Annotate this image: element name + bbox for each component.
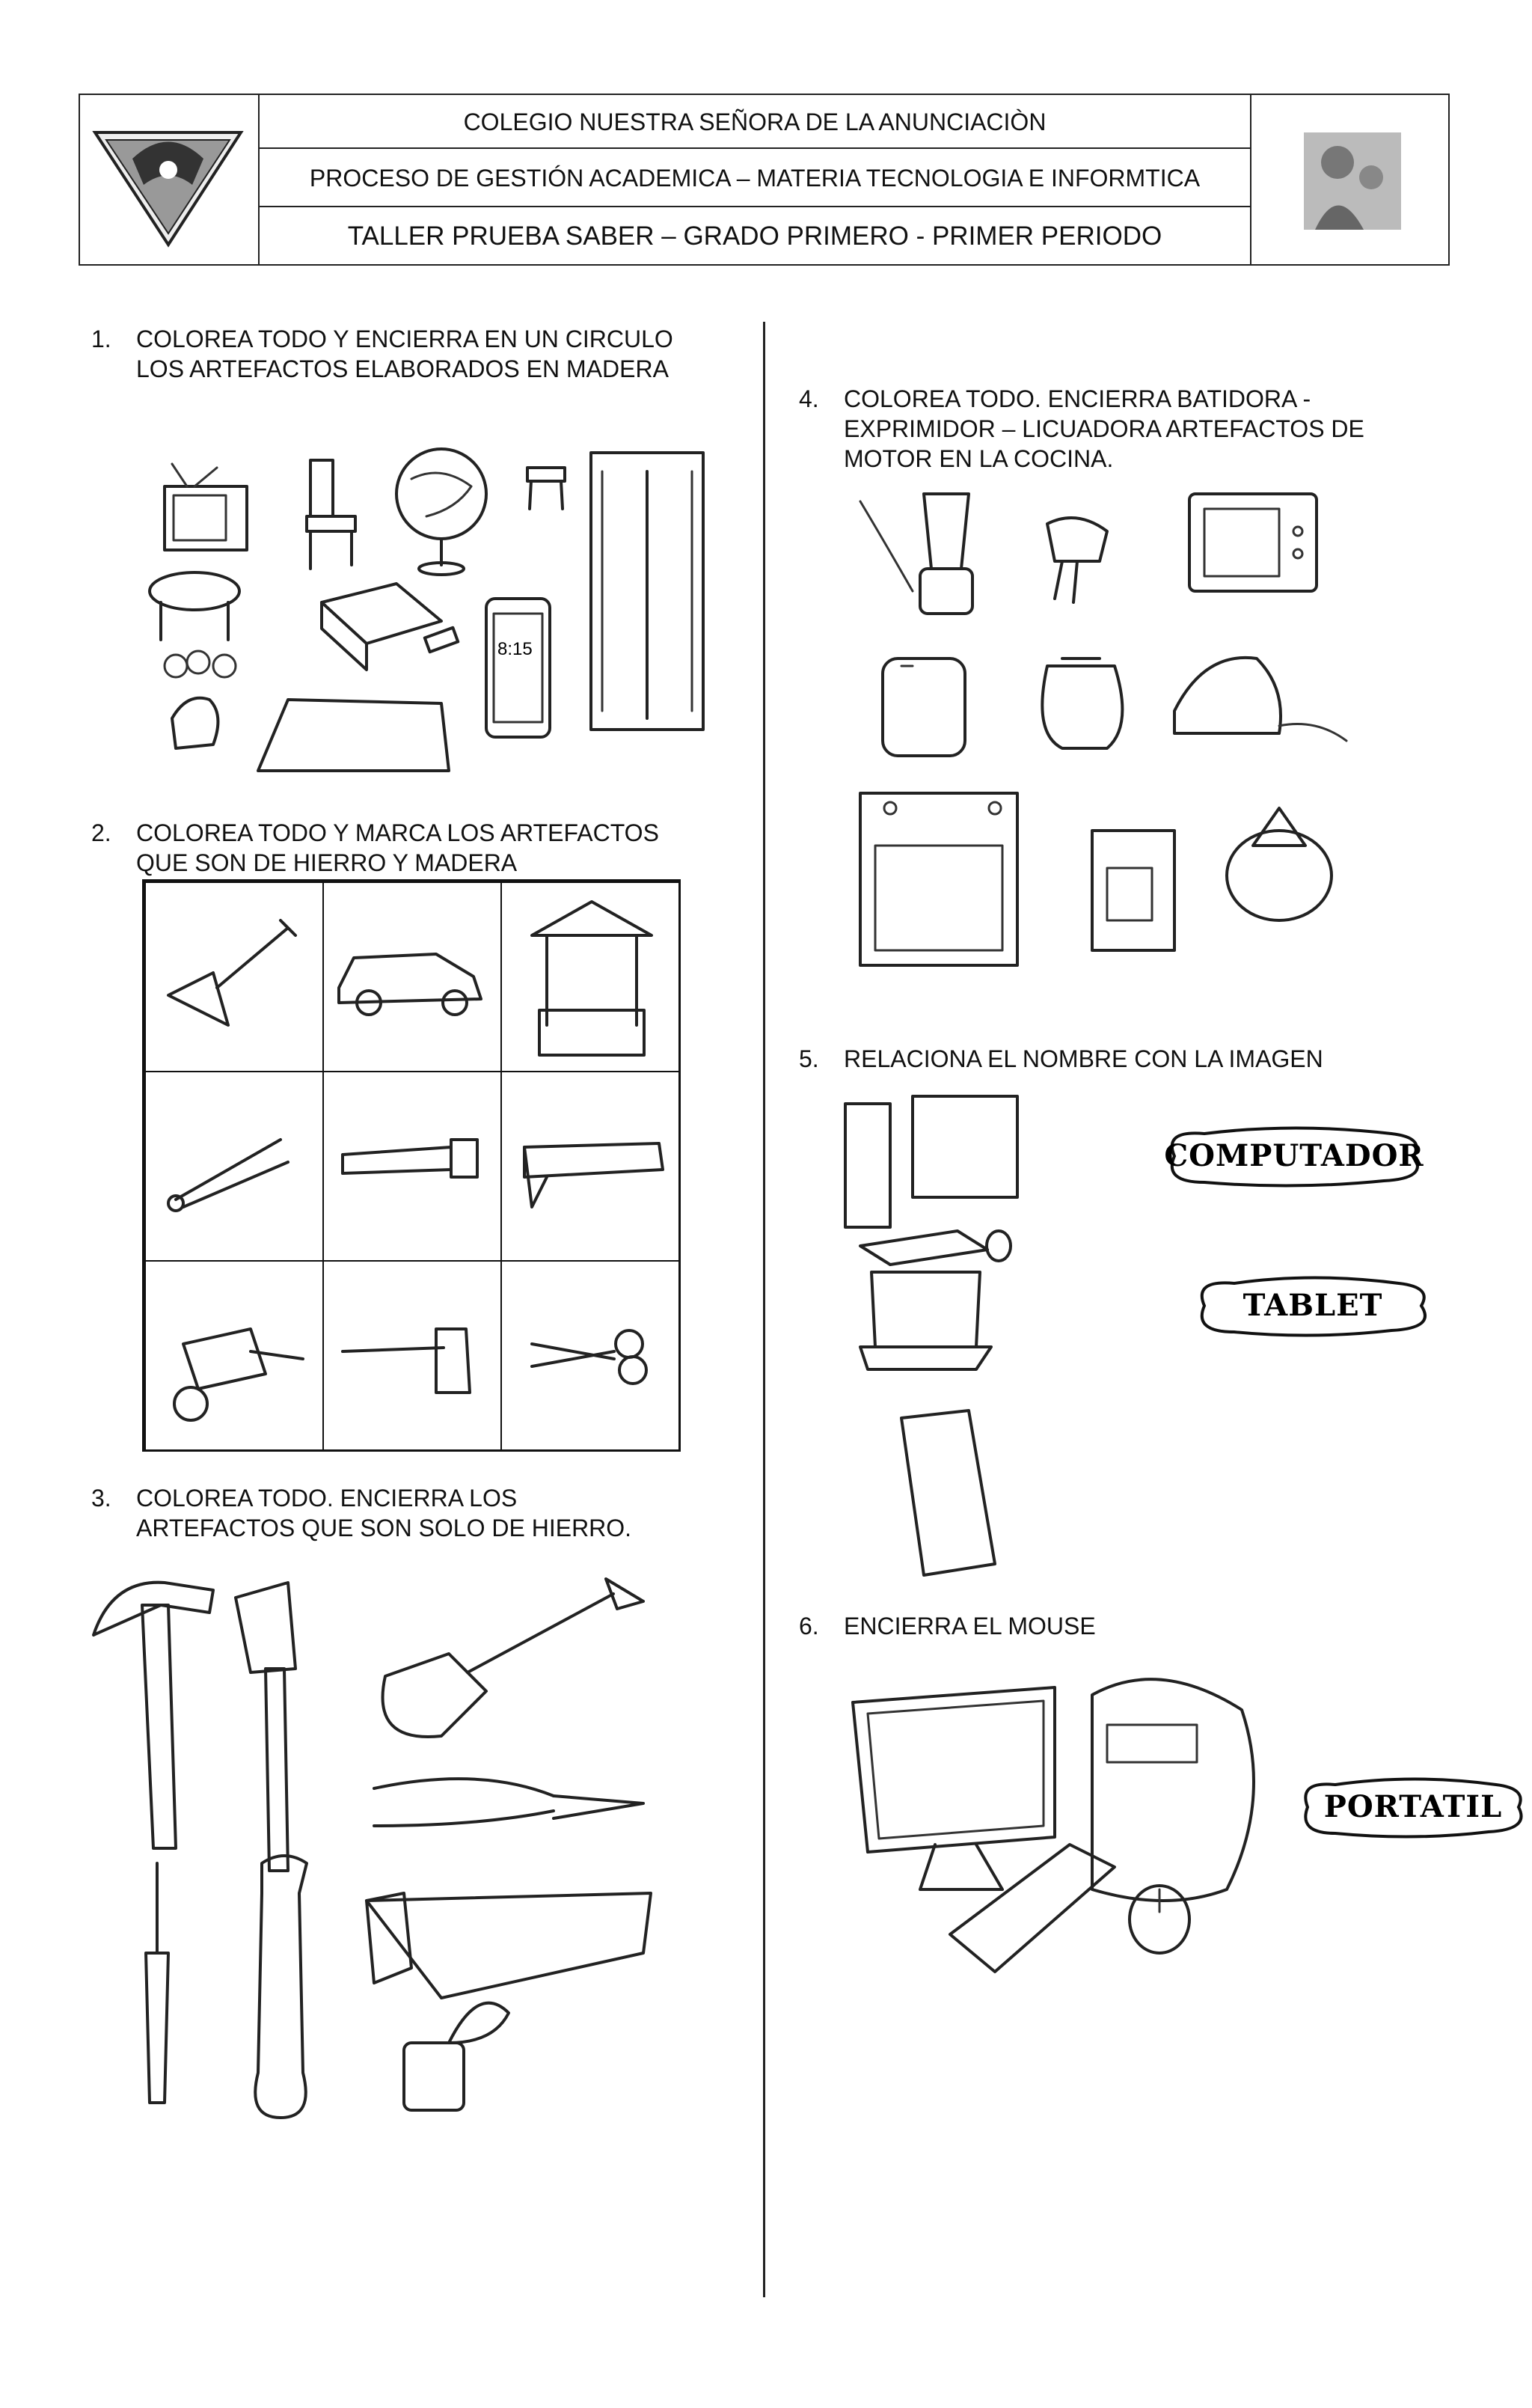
school-name: COLEGIO NUESTRA SEÑORA DE LA ANUNCIACIÒN <box>260 95 1250 149</box>
grid-cell-shovel[interactable] <box>144 881 324 1072</box>
monitor-icon <box>853 1687 1055 1889</box>
workshop-title: TALLER PRUEBA SABER – GRADO PRIMERO - PRIMER PERIODO <box>347 221 1162 251</box>
tablet-icon <box>901 1411 995 1575</box>
axe-icon <box>324 1262 500 1449</box>
car-icon <box>324 883 500 1071</box>
scissors-icon <box>502 1262 678 1449</box>
wood-artifacts-illustration <box>142 441 733 778</box>
phone-time-text: 8:15 <box>497 639 533 659</box>
question-2: 2. COLOREA TODO Y MARCA LOS ARTEFACTOS QUE SON DE HIERRO Y MADERA <box>91 819 659 876</box>
wood-block-icon <box>502 1072 678 1260</box>
tablet-label-cloud[interactable] <box>1189 1272 1436 1339</box>
smartphone-icon <box>486 599 550 737</box>
wrench-icon <box>255 1856 307 2118</box>
tablet-label: TABLET <box>1243 1288 1383 1323</box>
school-shield-logo-icon <box>80 95 257 264</box>
saw-icon <box>324 1072 500 1260</box>
stove-oven-icon <box>860 793 1017 965</box>
hammer-icon <box>94 1583 213 1848</box>
microwave-icon <box>1189 494 1317 591</box>
artifact-grid <box>142 879 681 1452</box>
computador-label-cloud[interactable] <box>1159 1122 1429 1190</box>
computador-label: COMPUTADOR <box>1164 1138 1424 1173</box>
kitchen-appliances-illustration <box>838 479 1361 973</box>
header-table <box>79 94 1450 266</box>
logo-cell <box>80 95 260 264</box>
screwdriver-icon <box>146 1863 168 2103</box>
grid-cell-saw[interactable] <box>322 1071 502 1262</box>
question-5: 5. RELACIONA EL NOMBRE CON LA IMAGEN <box>799 1045 1323 1072</box>
question-4: 4. COLOREA TODO. ENCIERRA BATIDORA - EXPRIMIDOR – LICUADORA ARTEFACTOS DE MOTOR EN LA COCINA. <box>799 385 1364 472</box>
grid-cell-tongs[interactable] <box>144 1071 324 1262</box>
grid-cell-wood-block[interactable] <box>500 1071 680 1262</box>
question-6: 6. ENCIERRA EL MOUSE <box>799 1613 1096 1640</box>
pliers-icon <box>374 1779 643 1826</box>
shovel-large-icon <box>383 1579 643 1737</box>
globe-icon <box>396 449 486 575</box>
saint-and-child-image-icon <box>1251 95 1447 264</box>
grid-cell-scissors[interactable] <box>500 1260 680 1451</box>
coffee-maker-icon <box>1092 831 1174 950</box>
iron-icon <box>1174 658 1346 741</box>
desktop-computer-icon <box>845 1096 1017 1265</box>
stool-icon <box>527 468 565 509</box>
bed-icon <box>322 584 458 670</box>
round-table-icon <box>150 572 239 640</box>
wheelbarrow-icon <box>146 1262 322 1449</box>
question-3: 3. COLOREA TODO. ENCIERRA LOS ARTEFACTOS QUE SON SOLO DE HIERRO. <box>91 1485 632 1541</box>
glue-jar-icon <box>404 2003 509 2110</box>
portatil-label-cloud[interactable] <box>1294 1773 1532 1841</box>
computer-devices-illustration <box>838 1089 1032 1583</box>
grid-cell-car[interactable] <box>322 881 502 1072</box>
wardrobe-icon <box>591 453 703 730</box>
grid-cell-axe[interactable] <box>322 1260 502 1451</box>
juicer-icon <box>1227 808 1332 920</box>
dog-balloons-icon <box>165 651 236 748</box>
desktop-setup-illustration <box>845 1665 1287 2002</box>
rug-icon <box>258 700 449 771</box>
question-1: 1. COLOREA TODO Y ENCIERRA EN UN CIRCULO LOS ARTEFACTOS ELABORADOS EN MADERA <box>91 326 673 382</box>
column-divider <box>763 322 765 2297</box>
grid-cell-wheelbarrow[interactable] <box>144 1260 324 1451</box>
kettle-icon <box>1042 658 1122 748</box>
shovel-icon <box>146 883 322 1071</box>
hand-mixer-icon <box>1047 518 1107 602</box>
laptop-icon <box>860 1272 991 1369</box>
process-title: PROCESO DE GESTIÓN ACADEMICA – MATERIA TECNOLOGIA E INFORMTICA <box>260 149 1250 207</box>
portatil-label: PORTATIL <box>1323 1789 1503 1824</box>
grid-cell-well[interactable] <box>500 881 680 1072</box>
blender-icon <box>860 494 972 614</box>
axe-large-icon <box>236 1583 295 1871</box>
iron-tools-illustration <box>90 1564 673 2133</box>
tongs-icon <box>146 1072 322 1260</box>
cpu-tower-icon <box>1092 1679 1254 1901</box>
water-well-icon <box>502 883 678 1071</box>
handsaw-icon <box>367 1893 651 1998</box>
toaster-icon <box>883 658 965 756</box>
mouse-icon <box>1130 1886 1189 1953</box>
tv-icon <box>165 464 247 550</box>
keyboard-icon <box>950 1845 1115 1972</box>
chair-icon <box>307 460 355 569</box>
image-cell <box>1250 95 1448 264</box>
